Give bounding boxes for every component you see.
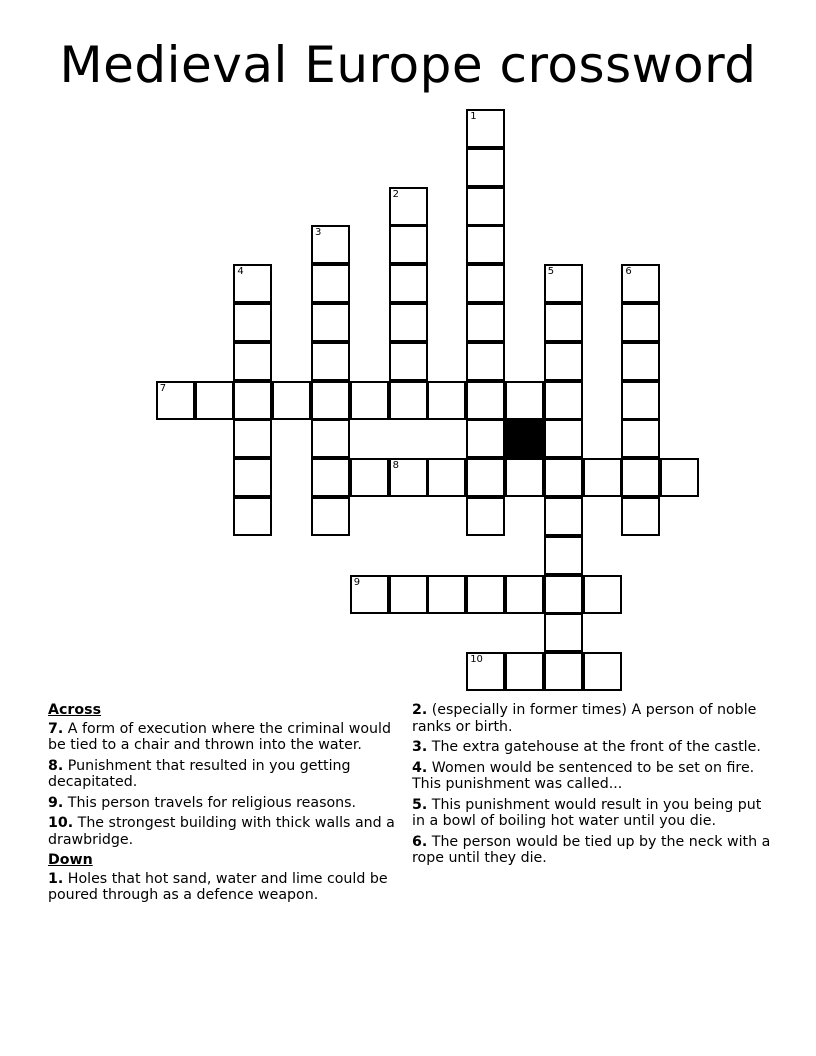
- grid-cell[interactable]: [389, 303, 428, 342]
- grid-cell[interactable]: [505, 575, 544, 614]
- across-heading: Across: [48, 702, 102, 718]
- clue-number: 6: [625, 266, 632, 278]
- grid-cell[interactable]: [505, 652, 544, 691]
- clue-item-text: This person travels for religious reasons.: [63, 794, 357, 811]
- grid-cell[interactable]: [233, 303, 272, 342]
- grid-cell[interactable]: [311, 458, 350, 497]
- grid-cell[interactable]: [233, 458, 272, 497]
- grid-cell[interactable]: [621, 497, 660, 536]
- grid-cell[interactable]: [544, 613, 583, 652]
- black-square: [505, 419, 544, 458]
- grid-cell[interactable]: [350, 381, 389, 420]
- grid-cell[interactable]: [466, 109, 505, 148]
- clue-number: 10: [470, 654, 483, 666]
- grid-cell[interactable]: [233, 497, 272, 536]
- clue-item-number: 8.: [48, 757, 64, 774]
- clue-item-text: Holes that hot sand, water and lime could be poured through as a defence weapon.: [48, 870, 388, 903]
- clue-item-number: 2.: [412, 702, 428, 718]
- down-clue-list: [48, 871, 398, 904]
- clues-right-column: [412, 702, 772, 871]
- clue-item: [412, 739, 772, 756]
- grid-cell[interactable]: [505, 381, 544, 420]
- grid-cell[interactable]: [544, 419, 583, 458]
- grid-cell[interactable]: [544, 575, 583, 614]
- clue-item-text: The person would be tied up by the neck with a rope until they die.: [412, 833, 771, 866]
- grid-cell[interactable]: [544, 497, 583, 536]
- down-heading: Down: [48, 852, 93, 868]
- grid-cell[interactable]: [466, 264, 505, 303]
- clue-item: [412, 760, 772, 793]
- clue-item-text: Women would be sentenced to be set on fire. This punishment was called...: [412, 759, 755, 792]
- clue-item-number: 3.: [412, 739, 428, 755]
- clue-item-number: 5.: [412, 796, 428, 813]
- grid-cell[interactable]: [389, 575, 428, 614]
- clue-item-text: A form of execution where the criminal would be tied to a chair and thrown into the water.: [48, 720, 391, 753]
- clue-item-number: 9.: [48, 794, 64, 811]
- grid-cell[interactable]: [583, 575, 622, 614]
- clue-item-text: Punishment that resulted in you getting decapitated.: [48, 757, 351, 790]
- grid-cell[interactable]: [233, 264, 272, 303]
- grid-cell[interactable]: [505, 458, 544, 497]
- grid-cell[interactable]: [195, 381, 234, 420]
- grid-cell[interactable]: [466, 187, 505, 226]
- grid-cell[interactable]: [466, 458, 505, 497]
- clue-item: [48, 815, 398, 848]
- clue-item: [48, 758, 398, 791]
- clue-number: 7: [159, 382, 167, 394]
- clue-item: [412, 702, 772, 735]
- grid-cell[interactable]: [621, 419, 660, 458]
- clue-item: [48, 871, 398, 904]
- grid-cell[interactable]: [466, 225, 505, 264]
- grid-cell[interactable]: [311, 497, 350, 536]
- clue-item-number: 1.: [48, 870, 64, 887]
- grid-cell[interactable]: [583, 458, 622, 497]
- clue-number: 3: [315, 227, 322, 239]
- grid-cell[interactable]: [156, 381, 195, 420]
- clues-left-column: [48, 702, 398, 908]
- grid-cell[interactable]: [466, 303, 505, 342]
- clue-item-number: 4.: [412, 759, 428, 776]
- grid-cell[interactable]: [311, 303, 350, 342]
- grid-cell[interactable]: [544, 381, 583, 420]
- grid-cell[interactable]: [389, 187, 428, 226]
- grid-cell[interactable]: [466, 342, 505, 381]
- grid-cell[interactable]: [350, 458, 389, 497]
- grid-cell[interactable]: [544, 458, 583, 497]
- grid-cell[interactable]: [389, 225, 428, 264]
- clue-item: [412, 797, 772, 830]
- grid-cell[interactable]: [311, 264, 350, 303]
- grid-cell[interactable]: [233, 419, 272, 458]
- grid-cell[interactable]: [544, 652, 583, 691]
- grid-cell[interactable]: [621, 458, 660, 497]
- grid-cell[interactable]: [389, 381, 428, 420]
- grid-cell[interactable]: [311, 419, 350, 458]
- clue-item: [412, 834, 772, 867]
- grid-cell[interactable]: [427, 381, 466, 420]
- grid-cell[interactable]: [233, 381, 272, 420]
- grid-cell[interactable]: [311, 381, 350, 420]
- clue-item-text: This punishment would result in you being put in a bowl of boiling hot water until you die.: [412, 796, 762, 829]
- grid-cell[interactable]: [621, 303, 660, 342]
- clue-item-text: (especially in former times) A person of noble ranks or birth.: [412, 702, 757, 735]
- clue-number: 4: [237, 266, 244, 278]
- grid-cell[interactable]: [389, 264, 428, 303]
- clue-item: [48, 795, 398, 812]
- grid-cell[interactable]: [389, 342, 428, 381]
- grid-cell[interactable]: [466, 652, 505, 691]
- grid-cell[interactable]: [466, 575, 505, 614]
- grid-cell[interactable]: [311, 342, 350, 381]
- grid-cell[interactable]: [466, 381, 505, 420]
- grid-cell[interactable]: [621, 264, 660, 303]
- clue-item: [48, 721, 398, 754]
- grid-cell[interactable]: [544, 342, 583, 381]
- grid-cell[interactable]: [544, 264, 583, 303]
- grid-cell[interactable]: [233, 342, 272, 381]
- across-clue-list: [48, 721, 398, 849]
- grid-cell[interactable]: [389, 458, 428, 497]
- clue-item-number: 10.: [48, 815, 74, 831]
- page-title: Medieval Europe crossword: [59, 36, 757, 94]
- grid-cell[interactable]: [272, 381, 311, 420]
- grid-cell[interactable]: [544, 536, 583, 575]
- grid-cell[interactable]: [466, 148, 505, 187]
- clue-item-number: 6.: [412, 833, 428, 850]
- clue-item-number: 7.: [48, 720, 64, 737]
- grid-cell[interactable]: [621, 342, 660, 381]
- clue-number: 5: [547, 266, 555, 278]
- clue-item-text: The extra gatehouse at the front of the castle.: [427, 739, 761, 755]
- grid-cell[interactable]: [466, 497, 505, 536]
- grid-cell[interactable]: [466, 419, 505, 458]
- clue-number: 8: [392, 460, 399, 472]
- clue-number: 2: [392, 188, 399, 200]
- grid-cell[interactable]: [583, 652, 622, 691]
- clue-number: 9: [353, 576, 361, 588]
- grid-cell[interactable]: [427, 575, 466, 614]
- grid-cell[interactable]: [621, 381, 660, 420]
- grid-cell[interactable]: [427, 458, 466, 497]
- grid-cell[interactable]: [660, 458, 699, 497]
- grid-cell[interactable]: [311, 225, 350, 264]
- grid-cell[interactable]: [350, 575, 389, 614]
- clue-item-text: The strongest building with thick walls and a drawbridge.: [48, 815, 395, 848]
- grid-cell[interactable]: [544, 303, 583, 342]
- clue-number: 1: [470, 111, 477, 122]
- down-clue-list-continued: [412, 702, 772, 867]
